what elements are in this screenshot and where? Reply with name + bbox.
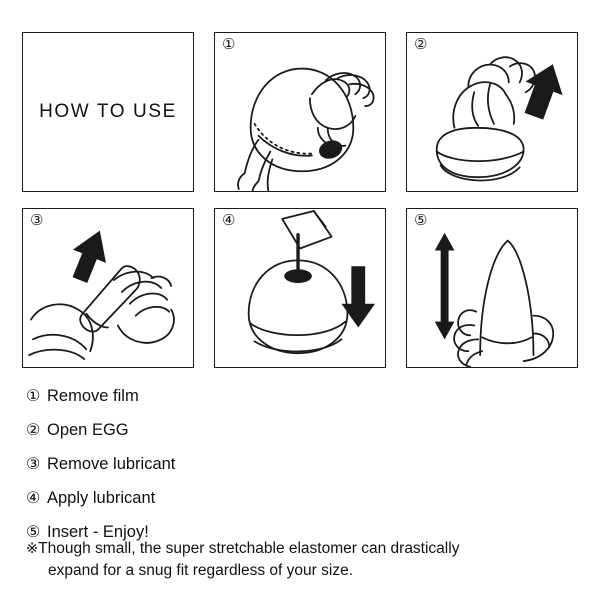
illustration-remove-film: [215, 33, 385, 191]
list-item: [26, 490, 578, 507]
list-item: [26, 456, 578, 473]
step-label: Insert - Enjoy!: [47, 523, 149, 541]
step-label: Apply lubricant: [47, 489, 156, 507]
panel-insert-enjoy: [406, 208, 578, 368]
panel-open-egg: [406, 32, 578, 192]
footnote-line-1: Though small, the super stretchable elastomer can drastically: [38, 540, 460, 557]
step-marker: ③: [26, 456, 41, 473]
panel-number-5: ⑤: [414, 212, 428, 229]
illustration-apply-lubricant: [215, 209, 385, 367]
step-label: Open EGG: [47, 421, 129, 439]
page-title: HOW TO USE: [39, 101, 177, 122]
step-label: Remove film: [47, 387, 139, 405]
panel-number-4: ④: [222, 212, 236, 229]
title-panel: [22, 32, 194, 192]
step-marker: ⑤: [26, 524, 41, 541]
list-item: [26, 422, 578, 439]
footnote-line-2: expand for a snug fit regardless of your size.: [48, 562, 353, 580]
illustration-insert-enjoy: [407, 209, 577, 367]
footnote: [26, 538, 582, 583]
step-label: Remove lubricant: [47, 455, 176, 473]
instruction-panel-grid: [22, 32, 578, 368]
panel-apply-lubricant: [214, 208, 386, 368]
panel-number-2: ②: [414, 36, 428, 53]
panel-remove-film: [214, 32, 386, 192]
list-item: [26, 388, 578, 405]
illustration-remove-lubricant: [23, 209, 193, 367]
step-marker: ④: [26, 490, 41, 507]
illustration-open-egg: [407, 33, 577, 191]
panel-number-3: ③: [30, 212, 44, 229]
steps-list: [26, 388, 578, 558]
panel-number-1: ①: [222, 36, 236, 53]
footnote-mark: ※: [26, 541, 39, 557]
step-marker: ①: [26, 388, 41, 405]
panel-remove-lubricant: [22, 208, 194, 368]
step-marker: ②: [26, 422, 41, 439]
